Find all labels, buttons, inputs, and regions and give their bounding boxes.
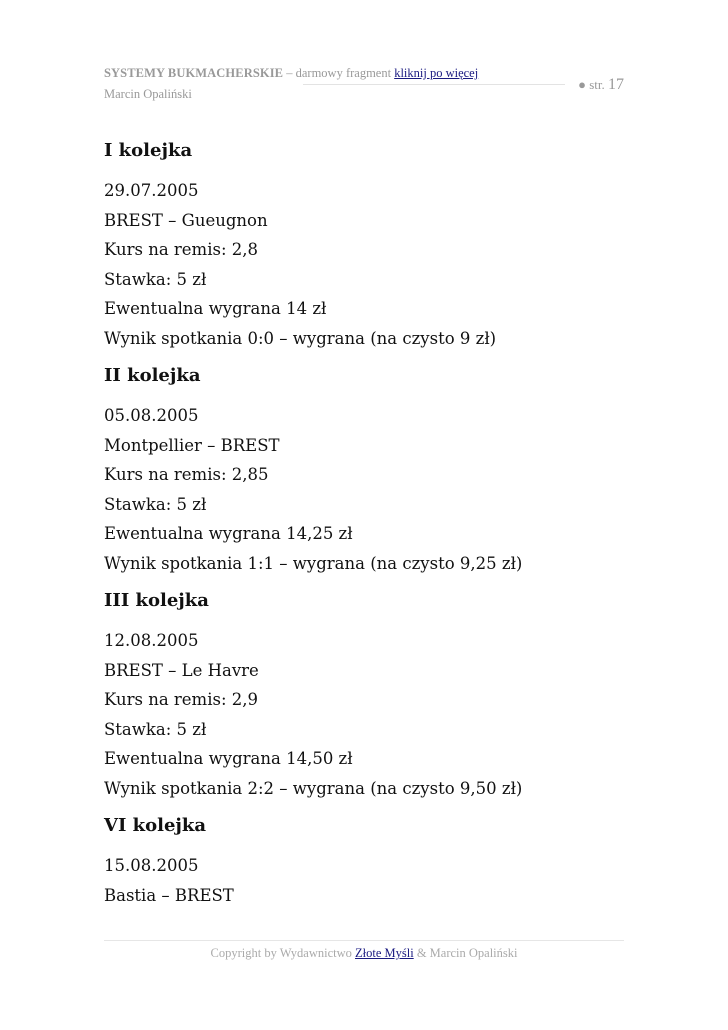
stake: Stawka: 5 zł <box>104 269 207 289</box>
header-author: Marcin Opaliński <box>104 87 192 101</box>
match-teams: Montpellier – BREST <box>104 435 280 455</box>
round-heading: VI kolejka <box>104 815 207 836</box>
match-teams: BREST – Le Havre <box>104 660 259 680</box>
potential-win: Ewentualna wygrana 14,50 zł <box>104 749 353 768</box>
footer-copyright: Copyright by Wydawnictwo <box>210 946 355 960</box>
round-section <box>104 136 624 353</box>
match-date: 05.08.2005 <box>104 406 199 425</box>
draw-odds: Kurs na remis: 2,8 <box>104 240 258 259</box>
match-result: Wynik spotkania 1:1 – wygrana (na czysto 9,25 zł) <box>104 553 523 573</box>
round-heading: I kolejka <box>104 140 193 161</box>
match-date: 15.08.2005 <box>104 856 199 875</box>
match-date: 29.07.2005 <box>104 181 199 200</box>
match-date: 12.08.2005 <box>104 631 199 650</box>
round-heading: III kolejka <box>104 590 209 611</box>
stake: Stawka: 5 zł <box>104 719 207 739</box>
main-content <box>104 136 624 918</box>
page-prefix: ● str. <box>578 77 608 92</box>
potential-win: Ewentualna wygrana 14 zł <box>104 299 327 318</box>
stake: Stawka: 5 zł <box>104 494 207 514</box>
round-heading: II kolejka <box>104 365 201 386</box>
round-section <box>104 811 624 910</box>
footer-divider <box>104 940 624 941</box>
book-title: SYSTEMY BUKMACHERSKIE <box>104 66 284 80</box>
match-result: Wynik spotkania 2:2 – wygrana (na czysto 9,50 zł) <box>104 778 523 798</box>
header-divider <box>303 84 565 85</box>
footer-author: & Marcin Opaliński <box>413 946 518 960</box>
round-section <box>104 361 624 578</box>
round-section <box>104 586 624 803</box>
header-separator: – darmowy fragment <box>283 66 395 80</box>
potential-win: Ewentualna wygrana 14,25 zł <box>104 524 353 543</box>
match-teams: BREST – Gueugnon <box>104 210 268 230</box>
page-number-value: 17 <box>608 76 624 93</box>
draw-odds: Kurs na remis: 2,85 <box>104 465 269 484</box>
page-footer <box>0 946 728 961</box>
page-number <box>578 76 624 94</box>
more-link[interactable]: kliknij po więcej <box>394 66 479 80</box>
match-result: Wynik spotkania 0:0 – wygrana (na czysto 9 zł) <box>104 328 497 348</box>
draw-odds: Kurs na remis: 2,9 <box>104 690 258 709</box>
publisher-link[interactable]: Złote Myśli <box>355 946 414 960</box>
header-book-line <box>104 66 624 81</box>
match-teams: Bastia – BREST <box>104 885 234 905</box>
